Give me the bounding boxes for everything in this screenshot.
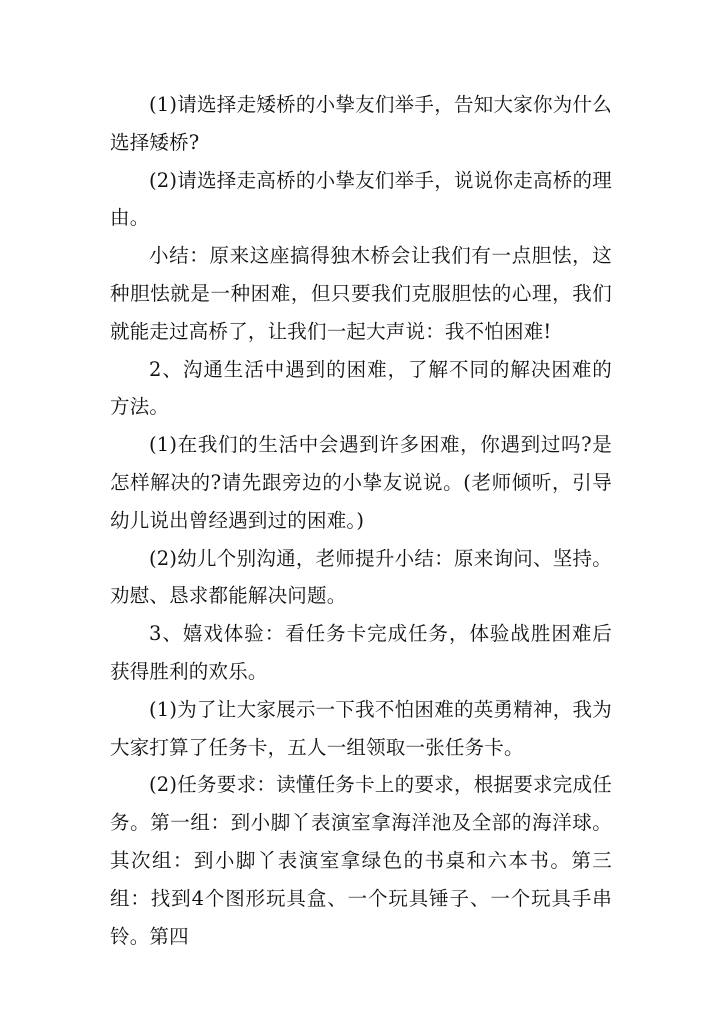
paragraph-step-3-item-2: (2)任务要求：读懂任务卡上的要求，根据要求完成任务。第一组：到小脚丫表演室拿海洋池及全部的海洋球。其次组：到小脚丫表演室拿绿色的书桌和六本书。第三组：找到4个图形玩具盒、一个玩具锤子、一个玩具手串铃。第四: [110, 773, 612, 948]
paragraph-question-high-bridge: (2)请选择走高桥的小挚友们举手，说说你走高桥的理由。: [110, 168, 612, 230]
paragraph-step-2-item-1: (1)在我们的生活中会遇到许多困难，你遇到过吗?是怎样解决的?请先跟旁边的小挚友说说。(老师倾听，引导幼儿说出曾经遇到过的困难。): [110, 433, 612, 532]
paragraph-step-2-item-2: (2)幼儿个别沟通，老师提升小结：原来询问、坚持。劝慰、恳求都能解决问题。: [110, 546, 612, 608]
paragraph-step-2-heading: 2、沟通生活中遇到的困难，了解不同的解决困难的方法。: [110, 357, 612, 419]
paragraph-question-low-bridge: (1)请选择走矮桥的小挚友们举手，告知大家你为什么选择矮桥?: [110, 93, 612, 154]
paragraph-step-3-item-1: (1)为了让大家展示一下我不怕困难的英勇精神，我为大家打算了任务卡，五人一组领取一张任务卡。: [110, 697, 612, 759]
paragraph-step-3-heading: 3、嬉戏体验：看任务卡完成任务，体验战胜困难后获得胜利的欢乐。: [110, 622, 612, 683]
document-body: [110, 86, 612, 955]
paragraph-summary: 小结：原来这座搞得独木桥会让我们有一点胆怯，这种胆怯就是一种困难，但只要我们克服胆怯的心理，我们就能走过高桥了，让我们一起大声说：我不怕困难!: [110, 244, 612, 343]
